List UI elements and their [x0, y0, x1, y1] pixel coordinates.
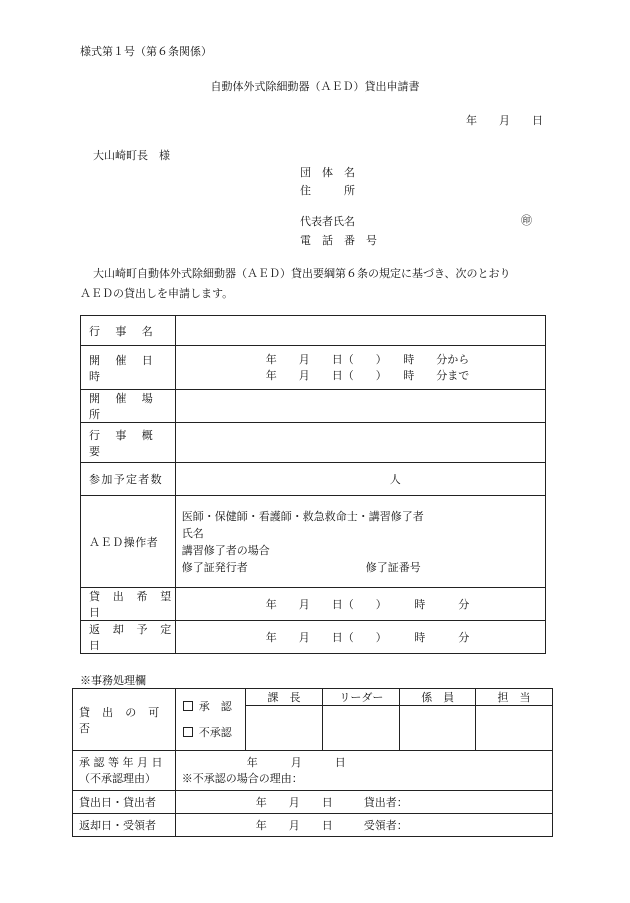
operator-name-label: 氏名	[181, 526, 204, 540]
event-name-field[interactable]	[175, 316, 545, 346]
operator-qualifications: 医師・保健師・看護師・救急救命士・講習修了者	[181, 509, 424, 523]
application-table	[80, 315, 546, 654]
return-date-label: 返 却 予 定 日	[81, 621, 176, 654]
loan-date-value: 年 月 日（ ） 時 分	[265, 598, 470, 611]
return-date-value: 年 月 日（ ） 時 分	[265, 631, 470, 644]
loan-record-label: 貸出日・貸出者	[73, 791, 176, 814]
loan-person-label: 貸出者：	[363, 796, 408, 809]
loan-record-date: 年 月 日	[255, 796, 333, 809]
event-datetime-field[interactable]	[175, 346, 545, 390]
row-return-date	[81, 621, 546, 654]
return-date-field[interactable]	[175, 621, 545, 654]
intro-line-1: 大山崎町自動体外式除細動器（ＡＥＤ）貸出要綱第６条の規定に基づき、次のとおり	[93, 267, 511, 280]
operator-trainee-note: 講習修了者の場合	[181, 543, 270, 557]
approval-options	[175, 689, 245, 751]
address-label: 住 所	[300, 184, 355, 197]
row-participants	[81, 463, 546, 496]
return-record-row	[73, 814, 553, 837]
reject-option[interactable]	[183, 726, 245, 740]
office-heading: ※事務処理欄	[80, 674, 146, 687]
participants-field[interactable]	[175, 463, 545, 496]
return-record-label: 返却日・受領者	[73, 814, 176, 837]
approval-label: 貸 出 の 可 否	[73, 689, 176, 751]
representative-label: 代表者氏名	[300, 215, 355, 228]
return-record-field[interactable]	[175, 814, 552, 837]
org-name-label: 団 体 名	[300, 166, 355, 179]
reject-checkbox[interactable]	[183, 727, 193, 737]
datetime-to: 年 月 日（ ） 時 分まで	[265, 368, 470, 382]
col-chief: 課 長	[245, 689, 323, 706]
row-operator	[81, 496, 546, 588]
event-datetime-label: 開 催 日 時	[81, 346, 176, 390]
participants-unit: 人	[389, 473, 401, 486]
form-number: 様式第１号（第６条関係）	[80, 45, 212, 58]
chief-stamp-field[interactable]	[245, 706, 323, 751]
certificate-number-label: 修了証番号	[365, 560, 421, 574]
row-venue	[81, 390, 546, 423]
leader-stamp-field[interactable]	[323, 706, 400, 751]
summary-label: 行 事 概 要	[81, 423, 176, 463]
phone-label: 電 話 番 号	[300, 234, 377, 247]
reject-reason-label: ※不承認の場合の理由：	[181, 771, 303, 785]
approve-checkbox[interactable]	[183, 701, 193, 711]
approval-date-sub: （不承認理由）	[79, 771, 156, 785]
office-table	[72, 688, 553, 837]
col-charge: 担 当	[476, 689, 553, 706]
col-leader: リーダー	[323, 689, 400, 706]
loan-record-row	[73, 791, 553, 814]
certificate-issuer-label: 修了証発行者	[181, 560, 248, 574]
row-event-datetime	[81, 346, 546, 390]
return-record-date: 年 月 日	[255, 819, 333, 832]
event-name-label: 行 事 名	[81, 316, 176, 346]
venue-field[interactable]	[175, 390, 545, 423]
row-event-name	[81, 316, 546, 346]
operator-label: ＡＥＤ操作者	[81, 496, 176, 588]
loan-date-label: 貸 出 希 望 日	[81, 588, 176, 621]
loan-record-field[interactable]	[175, 791, 552, 814]
approval-date-label-cell	[73, 751, 176, 791]
reject-label: 不承認	[198, 725, 232, 739]
row-loan-date	[81, 588, 546, 621]
charge-stamp-field[interactable]	[476, 706, 553, 751]
staff-stamp-field[interactable]	[400, 706, 476, 751]
operator-field[interactable]	[175, 496, 545, 588]
page-title: 自動体外式除細動器（ＡＥＤ）貸出申請書	[210, 80, 420, 93]
approval-date-label: 承 認 等 年 月 日	[79, 755, 163, 769]
intro-line-2: ＡＥＤの貸出しを申請します。	[80, 287, 234, 300]
venue-label: 開 催 場 所	[81, 390, 176, 423]
approve-option[interactable]	[183, 700, 245, 714]
office-header-row	[73, 689, 553, 706]
seal-mark: ㊞	[521, 214, 532, 227]
col-staff: 係 員	[400, 689, 476, 706]
loan-date-field[interactable]	[175, 588, 545, 621]
approval-date-value: 年 月 日	[246, 755, 346, 769]
addressee: 大山崎町長 様	[93, 149, 170, 162]
participants-label: 参加予定者数	[81, 463, 176, 496]
approval-date-field[interactable]	[175, 751, 552, 791]
date-line: 年 月 日	[466, 114, 543, 127]
summary-field[interactable]	[175, 423, 545, 463]
row-summary	[81, 423, 546, 463]
return-person-label: 受領者：	[363, 819, 408, 832]
datetime-from: 年 月 日（ ） 時 分から	[265, 352, 470, 366]
approval-date-row	[73, 751, 553, 791]
approve-label: 承 認	[198, 699, 232, 713]
